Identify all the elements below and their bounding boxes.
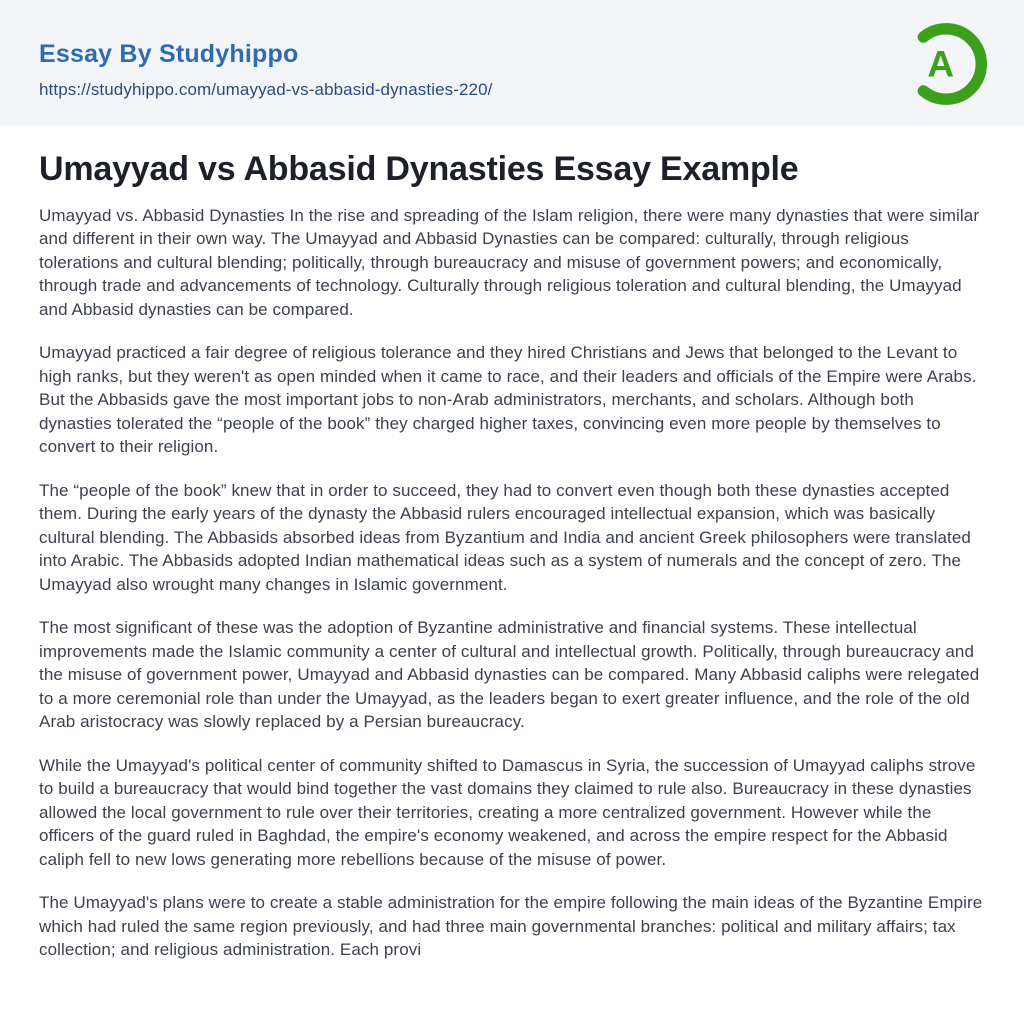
essay-paragraph: Umayyad vs. Abbasid Dynasties In the rise and spreading of the Islam religion, there were many dynasties that were similar and different in their own way. The Umayyad and Abbasid Dynasties can be compared: culturally, through religious tolerations and cultural blending; politically, through bureaucracy and misuse of government powers; and economically, through trade and advancements of technology. Culturally through religious toleration and cultural blending, the Umayyad and Abbasid dynasties can be compared. [39, 205, 980, 319]
studyhippo-logo-icon [902, 20, 990, 108]
essay-body [39, 204, 984, 962]
page-header [0, 0, 1024, 126]
essay-paragraph: The “people of the book” knew that in order to succeed, they had to convert even though both these dynasties accepted them. During the early years of the dynasty the Abbasid rulers encouraged intellectual expansion, which was basically cultural blending. The Abbasids absorbed ideas from Byzantium and India and ancient Greek philosophers were translated into Arabic. The Abbasids adopted Indian mathematical ideas such as a system of numerals and the concept of zero. The Umayyad also wrought many changes in Islamic government. [39, 480, 971, 594]
page-title: Umayyad vs Abbasid Dynasties Essay Example [39, 150, 799, 188]
essay-paragraph: The Umayyad's plans were to create a stable administration for the empire following the main ideas of the Byzantine Empire which had ruled the same region previously, and had three main governmental branches: political and military affairs; tax collection; and religious administration. Each provi [39, 893, 983, 960]
essay-paragraph: Umayyad practiced a fair degree of religious tolerance and they hired Christians and Jews that belonged to the Levant to high ranks, but they weren't as open minded when it came to race, and their leaders and officials of the Empire were Arabs. But the Abbasids gave the most important jobs to non-Arab administrators, merchants, and scholars. Although both dynasties tolerated the “people of the book” they charged higher taxes, convincing even more people by themselves to convert to their religion. [39, 343, 977, 457]
page-url-link[interactable]: https://studyhippo.com/umayyad-vs-abbasid-dynasties-220/ [39, 80, 493, 99]
essay-paragraph: While the Umayyad's political center of community shifted to Damascus in Syria, the succession of Umayyad caliphs strove to build a bureaucracy that would bind together the vast domains they claimed to rule also. Bureaucracy in these dynasties allowed the local government to rule over their territories, creating a more centralized government. However while the officers of the guard ruled in Baghdad, the empire's economy weakened, and across the empire respect for the Abbasid caliph fell to new lows generating more rebellions because of the misuse of power. [39, 755, 976, 869]
logo-letter: A [927, 43, 955, 85]
essay-paragraph: The most significant of these was the adoption of Byzantine administrative and financial systems. These intellectual improvements made the Islamic community a center of cultural and intellectual growth. Politically, through bureaucracy and the misuse of government power, Umayyad and Abbasid dynasties can be compared. Many Abbasid caliphs were relegated to a more ceremonial role than under the Umayyad, as the leaders began to exert greater influence, and the role of the old Arab aristocracy was slowly replaced by a Persian bureaucracy. [39, 618, 980, 732]
essay-content [0, 149, 1024, 962]
site-title: Essay By Studyhippo [39, 40, 299, 68]
